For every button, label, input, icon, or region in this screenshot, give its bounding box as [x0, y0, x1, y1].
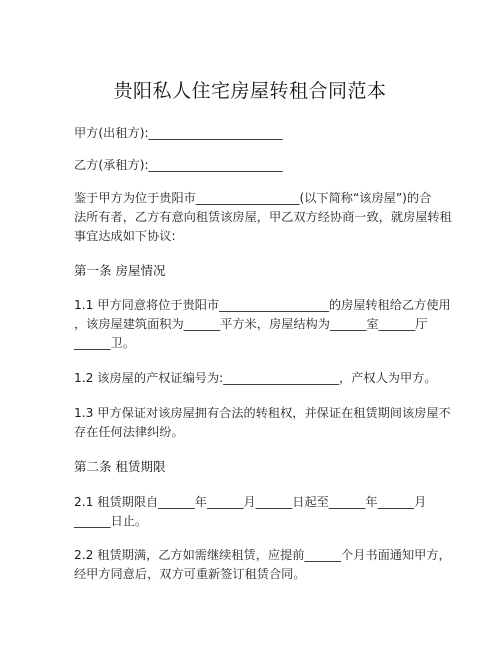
clause-1-2-line-1: 1.2 该房屋的产权证编号为:___________________，产权人为甲方。	[74, 371, 437, 385]
clause-1-1-line-3: ______卫。	[74, 336, 135, 350]
preamble-line-3: 事宜达成如下协议:	[74, 229, 176, 243]
clause-2-1-line-2: ______日止。	[74, 514, 148, 528]
article-2-heading: 第二条 租赁期限	[74, 459, 166, 474]
clause-1-3-line-2: 存在任何法律纠纷。	[74, 425, 184, 439]
preamble-line-2: 法所有者，乙方有意向租赁该房屋，甲乙双方经协商一致，就房屋转租	[74, 210, 452, 224]
clause-2-2-line-2: 经甲方同意后，双方可重新签订租赁合同。	[74, 567, 306, 581]
clause-1-3-line-1: 1.3 甲方保证对该房屋拥有合法的转租权，并保证在租赁期间该房屋不	[74, 406, 451, 420]
article-1-heading: 第一条 房屋情况	[74, 263, 166, 278]
document-title: 贵阳私人住宅房屋转租合同范本	[113, 80, 387, 102]
preamble-line-1: 鉴于甲方为位于贵阳市_________________(以下简称“该房屋”)的合	[74, 191, 432, 205]
clause-1-1-line-1: 1.1 甲方同意将位于贵阳市__________________的房屋转租给乙方使用	[74, 298, 451, 312]
clause-2-2-line-1: 2.2 租赁期满，乙方如需继续租赁，应提前______个月书面通知甲方，	[74, 548, 451, 562]
clause-2-1-line-1: 2.1 租赁期限自______年______月______日起至______年______月	[74, 495, 427, 509]
clause-1-1-line-2: ，该房屋建筑面积为______平方米，房屋结构为______室______厅	[74, 317, 428, 331]
party-a-line: 甲方(出租方):______________________	[74, 126, 283, 140]
party-b-line: 乙方(承租方):______________________	[74, 158, 283, 172]
